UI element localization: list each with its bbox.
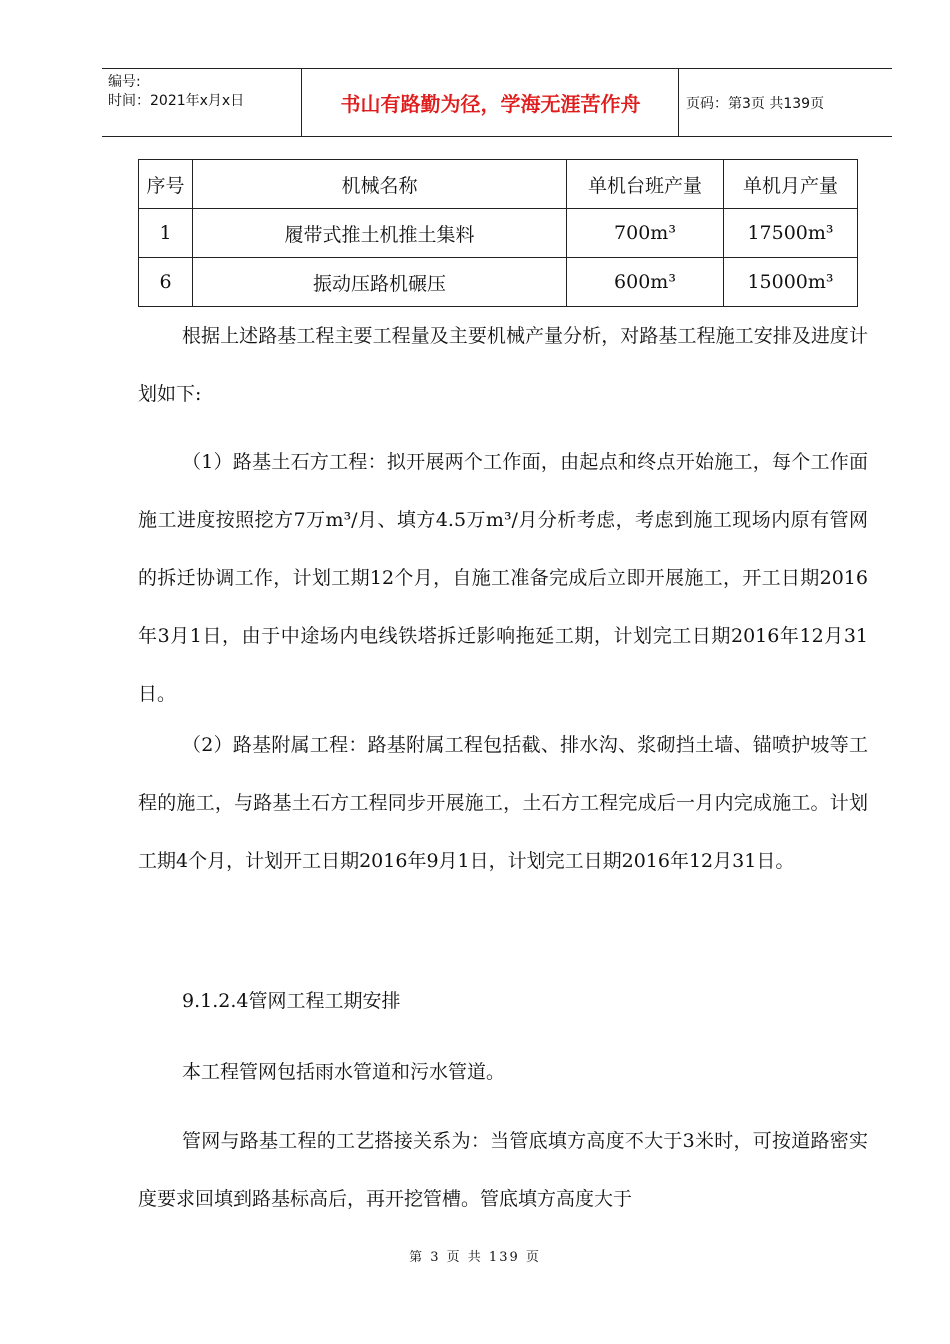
header-motto: 书山有路勤为径，学海无涯苦作舟 [303, 69, 679, 136]
time-label: 时间：2021年x月x日 [108, 93, 245, 109]
col-header-name: 机械名称 [193, 160, 567, 209]
paragraph-pipe-network: 本工程管网包括雨水管道和污水管道。 [182, 1061, 506, 1083]
cell-shift-output: 600m³ [567, 258, 724, 307]
paragraph-intro: 根据上述路基工程主要工程量及主要机械产量分析，对路基工程施工安排及进度计划如下: [138, 325, 868, 405]
table-header-row [139, 160, 858, 209]
cell-name: 振动压路机碾压 [193, 258, 567, 307]
header-page-info: 页码：第3页 共139页 [686, 95, 825, 112]
section-heading: 9.1.2.4管网工程工期安排 [182, 990, 401, 1012]
paragraph-process: 管网与路基工程的工艺搭接关系为：当管底填方高度不大于3米时，可按道路密实度要求回填到路基标高后，再开挖管槽。管底填方高度大于 [138, 1130, 868, 1210]
serial-label: 编号: [108, 74, 141, 90]
cell-shift-output: 700m³ [567, 209, 724, 258]
table-row [139, 258, 858, 307]
page-header [102, 68, 892, 137]
paragraph-ancillary: （2）路基附属工程：路基附属工程包括截、排水沟、浆砌挡土墙、锚喷护坡等工程的施工，与路基土石方工程同步开展施工，土石方工程完成后一月内完成施工。计划工期4个月，计划开工日期2016年9月1日，计划完工日期2016年12月31日。 [138, 734, 868, 872]
col-header-shift-output: 单机台班产量 [567, 160, 724, 209]
page-footer: 第 3 页 共 139 页 [409, 1250, 541, 1265]
col-header-monthly-output: 单机月产量 [724, 160, 858, 209]
cell-index: 1 [139, 209, 193, 258]
cell-name: 履带式推土机推土集料 [193, 209, 567, 258]
header-info [102, 69, 302, 136]
table-row [139, 209, 858, 258]
paragraph-earthwork: （1）路基土石方工程：拟开展两个工作面，由起点和终点开始施工，每个工作面施工进度按照挖方7万m³/月、填方4.5万m³/月分析考虑，考虑到施工现场内原有管网的拆迁协调工作，计划工期12个月，自施工准备完成后立即开展施工，开工日期2016年3月1日，由于中途场内电线铁塔拆迁影响拖延工期，计划完工日期2016年12月31日。 [138, 451, 868, 705]
col-header-index: 序号 [139, 160, 193, 209]
cell-index: 6 [139, 258, 193, 307]
cell-monthly-output: 15000m³ [724, 258, 858, 307]
cell-monthly-output: 17500m³ [724, 209, 858, 258]
machinery-table [138, 159, 858, 307]
